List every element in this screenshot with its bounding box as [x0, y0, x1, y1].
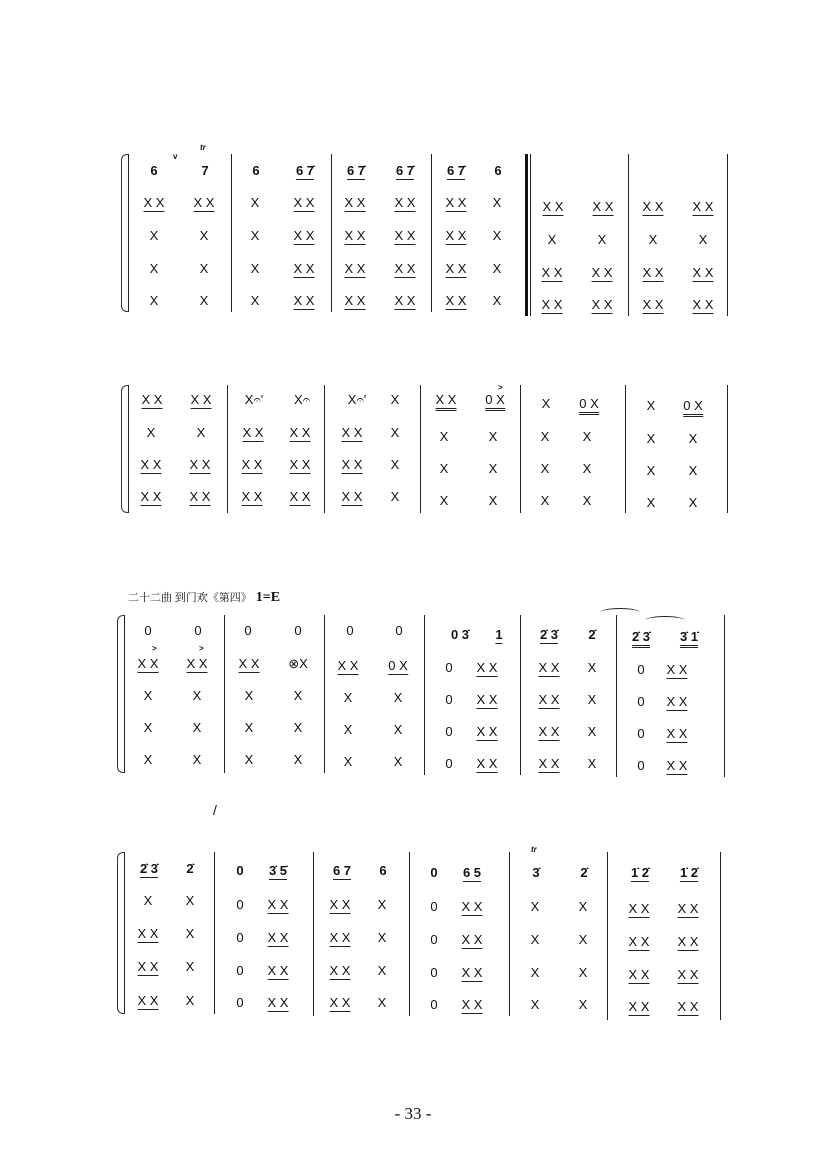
note: X X [341, 457, 363, 472]
barline [431, 154, 432, 312]
barline [727, 154, 728, 316]
note: X [587, 660, 597, 675]
note: X X [538, 724, 560, 739]
barline [324, 615, 325, 773]
note: 6 [494, 163, 502, 178]
note: X X [190, 392, 212, 407]
note: X [540, 461, 550, 476]
trill-mark: tr [200, 143, 206, 152]
note: X [582, 461, 592, 476]
note: 0 3̇ [450, 627, 470, 642]
note: X X [666, 662, 688, 677]
note: X [377, 897, 387, 912]
note: X [192, 752, 202, 767]
note: X [244, 688, 254, 703]
note: X X [666, 726, 688, 741]
note: 0 [445, 724, 453, 739]
note: 0 [294, 623, 302, 638]
note: X X [140, 457, 162, 472]
barline [224, 615, 225, 773]
note: X𝄐 [294, 392, 310, 407]
note: X [143, 893, 153, 908]
page-number: - 33 - [394, 1104, 432, 1123]
barline [313, 852, 314, 1016]
note: X [343, 690, 353, 705]
note: X X [341, 489, 363, 504]
note: X X [293, 261, 315, 276]
note: X X [241, 457, 263, 472]
note: 6 [379, 863, 387, 878]
note: X X [394, 261, 416, 276]
note: X X [476, 724, 498, 739]
note: 6 7̇ [295, 163, 315, 178]
note: X [149, 228, 159, 243]
note: X X [293, 293, 315, 308]
note: 0 [445, 692, 453, 707]
note: X [530, 932, 540, 947]
note: X X [337, 658, 359, 673]
note: 2̇ [580, 865, 588, 880]
note: X [390, 425, 400, 440]
note: 0 [236, 863, 244, 878]
note: X X [137, 959, 159, 974]
note: X [646, 463, 656, 478]
system-start-barline [124, 615, 125, 773]
note: X X [628, 967, 650, 982]
note: 2̇ [588, 627, 596, 642]
system-brace [117, 852, 124, 1014]
note: X [192, 688, 202, 703]
barline [424, 615, 425, 775]
note: X X [344, 261, 366, 276]
note: 0 [144, 623, 152, 638]
note: 3̇ 1̇ [680, 630, 698, 648]
note: X X [289, 457, 311, 472]
note: X [492, 228, 502, 243]
note: X X [692, 297, 714, 312]
barline [607, 852, 608, 1020]
note: 0 [395, 623, 403, 638]
note: X X [476, 660, 498, 675]
note: X [185, 959, 195, 974]
note: 0 [236, 930, 244, 945]
note: X X [189, 489, 211, 504]
barline [231, 154, 232, 312]
note: X [390, 489, 400, 504]
note: X X [140, 489, 162, 504]
note: X X [241, 489, 263, 504]
thick-barline [525, 154, 528, 316]
barline [214, 852, 215, 1014]
note: X [688, 495, 698, 510]
barline [509, 852, 510, 1016]
note: X [492, 293, 502, 308]
barline [628, 154, 629, 316]
note: X X [445, 195, 467, 210]
note: 0 [244, 623, 252, 638]
note: X X [692, 265, 714, 280]
note: X [646, 398, 656, 413]
note: X X [461, 932, 483, 947]
note: X [488, 429, 498, 444]
stray-mark: / [213, 802, 217, 818]
note: X X [394, 293, 416, 308]
note: X [393, 754, 403, 769]
note: X [192, 720, 202, 735]
note: X [143, 720, 153, 735]
note: 0 [346, 623, 354, 638]
note: X [582, 493, 592, 508]
note: X [688, 431, 698, 446]
note: X [578, 932, 588, 947]
note: 0 [430, 899, 438, 914]
note: X X [677, 999, 699, 1014]
note: X [377, 995, 387, 1010]
note: X X [538, 756, 560, 771]
note: X [199, 228, 209, 243]
note: X [540, 493, 550, 508]
section-title-text: 二十二曲 到门欢《第四》 [128, 592, 252, 604]
note: X X [137, 993, 159, 1008]
note: X [492, 261, 502, 276]
note: X [250, 228, 260, 243]
system-start-barline [128, 154, 129, 312]
note: 0 [637, 662, 645, 677]
note: X [377, 963, 387, 978]
barline [331, 154, 332, 312]
note: X X [642, 265, 664, 280]
note: X [646, 431, 656, 446]
note: 0 [236, 995, 244, 1010]
slur-mark [645, 616, 685, 625]
note: X [343, 754, 353, 769]
note: X X [329, 897, 351, 912]
note: X [143, 688, 153, 703]
trill-mark: tr [531, 845, 537, 854]
note: X [250, 195, 260, 210]
note: X X [267, 930, 289, 945]
note: 2̇ 3̇ [632, 630, 650, 648]
note: X X [344, 293, 366, 308]
note: X X [137, 926, 159, 941]
note: X X [289, 425, 311, 440]
note: 0 [637, 726, 645, 741]
note: 0 [430, 932, 438, 947]
system-brace [121, 385, 128, 513]
note: X𝄐' [347, 392, 367, 407]
note: 3̇ [532, 865, 540, 880]
note: 2̇ [186, 861, 194, 876]
note: 0 [445, 660, 453, 675]
note: 0 [430, 965, 438, 980]
note: X X [628, 934, 650, 949]
note: X [149, 261, 159, 276]
barline [616, 615, 617, 777]
note: X [146, 425, 156, 440]
note: X X [329, 995, 351, 1010]
note: X [597, 232, 607, 247]
note: X [578, 899, 588, 914]
note: X [646, 495, 656, 510]
note: X X [541, 297, 563, 312]
note: X [199, 293, 209, 308]
note: 0 X [485, 393, 505, 411]
note: X X [642, 199, 664, 214]
note: X [185, 993, 195, 1008]
note: X [492, 195, 502, 210]
note: 1 [495, 627, 503, 642]
note: X X [193, 195, 215, 210]
note: X [390, 392, 400, 407]
note: 2̇ 3̇ [139, 861, 159, 876]
slur-mark [600, 608, 640, 617]
note: X [149, 293, 159, 308]
note: X [185, 926, 195, 941]
note: X X [242, 425, 264, 440]
note: X X [677, 967, 699, 982]
note: X [439, 429, 449, 444]
barline [625, 385, 626, 513]
note: X [488, 461, 498, 476]
key-signature: 1=E [255, 590, 281, 605]
note: X X [592, 199, 614, 214]
note: X X [461, 899, 483, 914]
note: 1̇ 2̇ [630, 865, 650, 880]
barline [420, 385, 421, 513]
barline [520, 615, 521, 775]
note: 7 [201, 163, 209, 178]
note: X [547, 232, 557, 247]
note: X [540, 429, 550, 444]
barline [227, 385, 228, 513]
note: X [587, 756, 597, 771]
note: 1̇ 2̇ [679, 865, 699, 880]
barline [409, 852, 410, 1016]
note: 0 [430, 865, 438, 880]
note: X X [394, 228, 416, 243]
note: 0 [236, 963, 244, 978]
system-start-barline [124, 852, 125, 1014]
accent-mark: > [199, 644, 204, 653]
note: 0 [637, 694, 645, 709]
note: X X [445, 228, 467, 243]
note: X [587, 692, 597, 707]
breath-mark: v [173, 152, 178, 161]
note: X [578, 965, 588, 980]
note: 6 7 [332, 863, 352, 878]
note: X X [476, 756, 498, 771]
note: X X [692, 199, 714, 214]
accent-mark: > [152, 644, 157, 653]
note: X X [267, 897, 289, 912]
note: X X [293, 195, 315, 210]
note: X X [436, 393, 457, 411]
note: X [393, 690, 403, 705]
note: X X [186, 656, 208, 671]
note: X X [329, 963, 351, 978]
note: X [377, 930, 387, 945]
system-start-barline [128, 385, 129, 513]
note: X [648, 232, 658, 247]
note: X [582, 429, 592, 444]
note: X [488, 493, 498, 508]
note: 2̇ 3̇ [539, 627, 559, 642]
note: ⊗X [288, 656, 308, 671]
barline [520, 385, 521, 513]
note: X [541, 396, 551, 411]
note: 0 X [683, 399, 703, 417]
note: 0 [430, 997, 438, 1012]
note: X X [476, 692, 498, 707]
barline [530, 154, 531, 316]
note: X [196, 425, 206, 440]
note: X X [666, 758, 688, 773]
note: X X [461, 997, 483, 1012]
note: X [199, 261, 209, 276]
note: X X [445, 261, 467, 276]
note: X X [642, 297, 664, 312]
note: X [578, 997, 588, 1012]
section-title [128, 589, 280, 606]
note: 0 [236, 897, 244, 912]
note: 0 [637, 758, 645, 773]
note: X X [628, 999, 650, 1014]
note: X X [341, 425, 363, 440]
note: 0 [445, 756, 453, 771]
note: X [530, 965, 540, 980]
note: X X [542, 199, 564, 214]
note: X [143, 752, 153, 767]
note: 6 5 [462, 865, 482, 880]
note: X X [591, 265, 613, 280]
note: X X [445, 293, 467, 308]
note: X [343, 722, 353, 737]
note: X [250, 261, 260, 276]
note: X X [394, 195, 416, 210]
note: X X [289, 489, 311, 504]
note: X X [238, 656, 260, 671]
note: X X [344, 228, 366, 243]
note: X X [329, 930, 351, 945]
note: X X [628, 901, 650, 916]
note: 3̇ 5̇ [268, 863, 288, 878]
barline [324, 385, 325, 513]
note: X [293, 720, 303, 735]
note: 6 [252, 163, 260, 178]
note: X X [267, 995, 289, 1010]
note: X X [461, 965, 483, 980]
note: 0 X [388, 658, 408, 673]
note: X [185, 893, 195, 908]
note: X X [591, 297, 613, 312]
note: 0 X [579, 397, 599, 415]
note: X [390, 457, 400, 472]
barline [724, 615, 725, 777]
note: X [244, 752, 254, 767]
note: X X [541, 265, 563, 280]
note: X [439, 493, 449, 508]
note: X [439, 461, 449, 476]
note: X X [137, 656, 159, 671]
note: X X [293, 228, 315, 243]
note: X X [677, 934, 699, 949]
note: X [688, 463, 698, 478]
note: X X [143, 195, 165, 210]
system-brace [117, 615, 124, 773]
accent-mark: > [498, 383, 503, 392]
note: X X [267, 963, 289, 978]
system-brace [121, 154, 128, 312]
note: X X [538, 660, 560, 675]
note: 0 [194, 623, 202, 638]
note: 6 7̇ [395, 163, 415, 178]
note: X𝄐' [244, 392, 264, 407]
note: X [293, 752, 303, 767]
note: X X [189, 457, 211, 472]
note: X [244, 720, 254, 735]
note: X [530, 899, 540, 914]
note: X X [666, 694, 688, 709]
note: X [587, 724, 597, 739]
note: X [250, 293, 260, 308]
note: X X [141, 392, 163, 407]
note: X [530, 997, 540, 1012]
note: X X [677, 901, 699, 916]
note: 6 7̇ [446, 163, 466, 178]
barline [727, 385, 728, 513]
note: X X [344, 195, 366, 210]
note: X [393, 722, 403, 737]
note: X X [538, 692, 560, 707]
note: X [698, 232, 708, 247]
barline [720, 852, 721, 1020]
note: 6 [150, 163, 158, 178]
note: X [293, 688, 303, 703]
note: 6 7̇ [346, 163, 366, 178]
